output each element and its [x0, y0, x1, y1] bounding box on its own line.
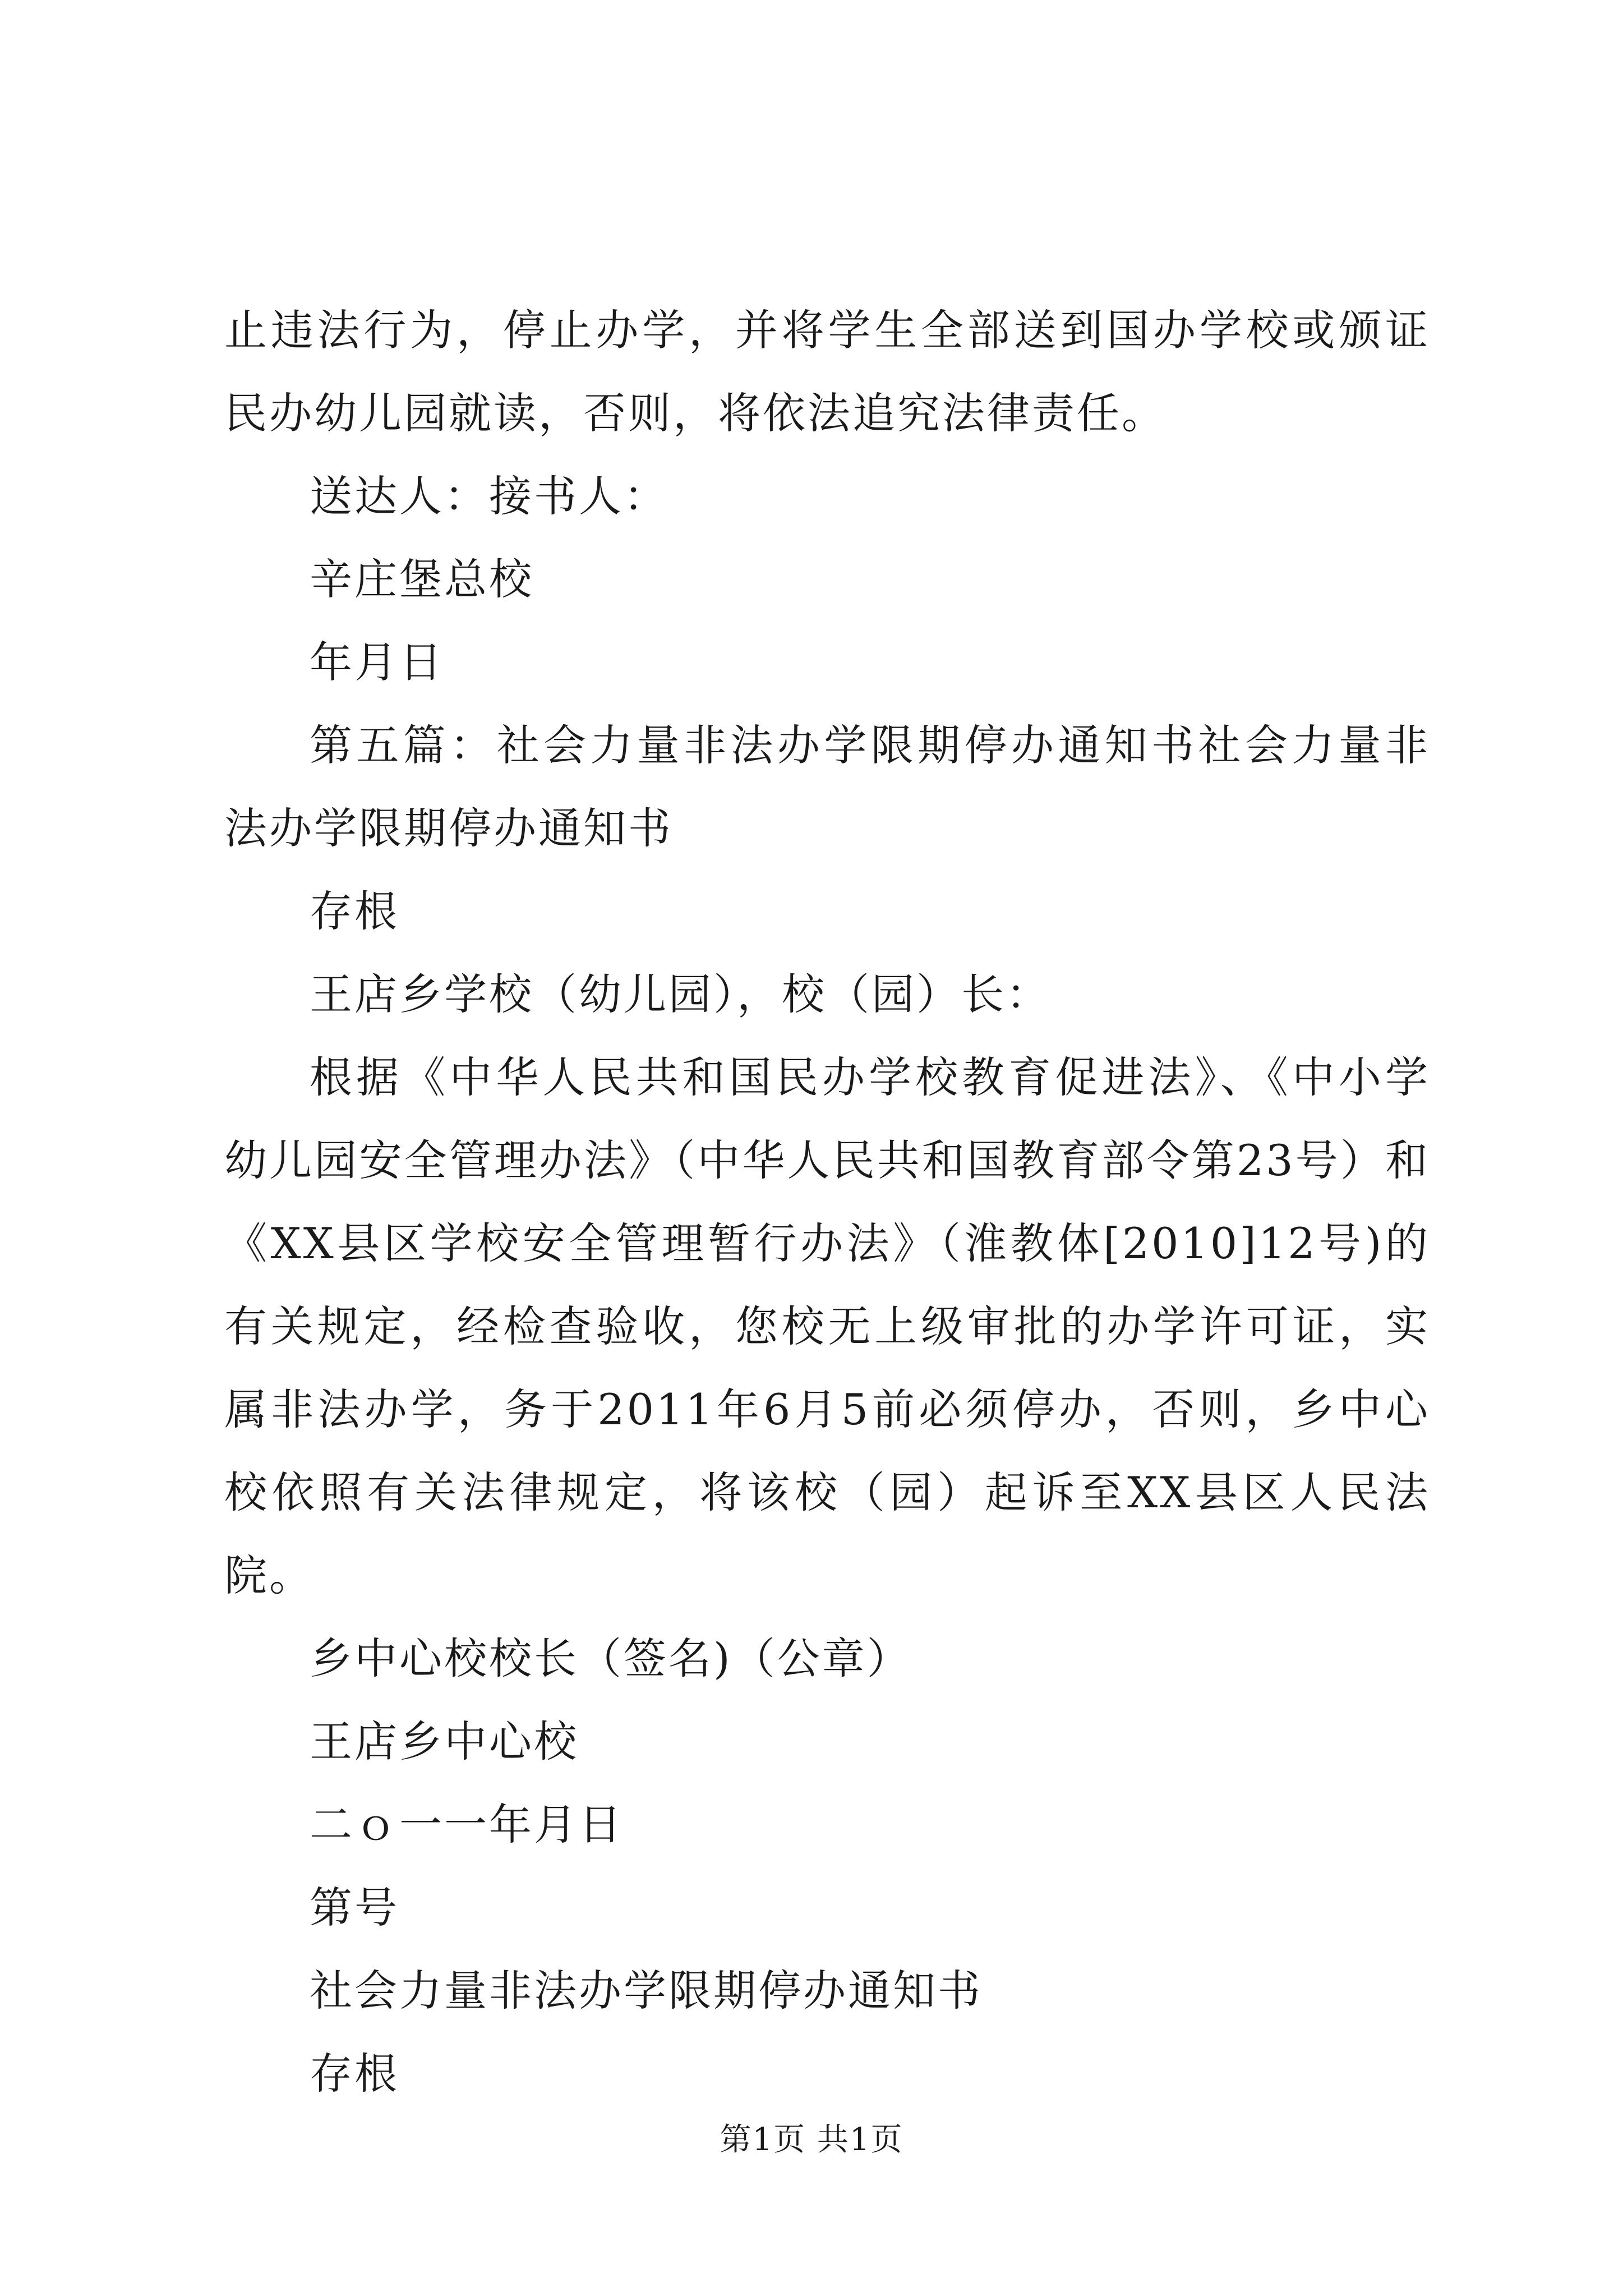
signature-line: 乡中心校校长（签名)（公章）	[310, 1634, 912, 1683]
document-body	[224, 289, 1430, 2115]
paragraph: 根据《中华人民共和国民办学校教育促进法》、《中小学幼儿园安全管理办法》（中华人民共和国教育部令第23号）和《XX县区学校安全管理暂行办法》（淮教体[2010]12号)的有关规定，经检查验收，您校无上级审批的办学许可证，实属非法办学，务于2011年6月5前必须停办，否则，乡中心校依照有关法律规定，将该校（园）起诉至XX县区人民法院。	[224, 1052, 1430, 1600]
issuer-line: 王店乡中心校	[310, 1717, 579, 1766]
paragraph: 存根	[310, 886, 399, 936]
notice-title: 社会力量非法办学限期停办通知书	[310, 1966, 983, 2016]
paragraph: 送达人：接书人：	[310, 471, 668, 521]
paragraph: 年月日	[310, 637, 444, 687]
page-number-footer: 第1页 共1页	[720, 2122, 903, 2158]
paragraph: 止违法行为，停止办学，并将学生全部送到国办学校或颁证民办幼儿园就读，否则，将依法追究法律责任。	[224, 305, 1430, 438]
section-heading: 第五篇：社会力量非法办学限期停办通知书社会力量非法办学限期停办通知书	[224, 720, 1430, 853]
date-line: 二ｏ一一年月日	[310, 1800, 624, 1849]
number-line: 第号	[310, 1883, 399, 1932]
paragraph: 存根	[310, 2049, 399, 2099]
addressee-line: 王店乡学校（幼儿园），校（园）长：	[310, 969, 1051, 1019]
paragraph: 辛庄堡总校	[310, 554, 534, 604]
